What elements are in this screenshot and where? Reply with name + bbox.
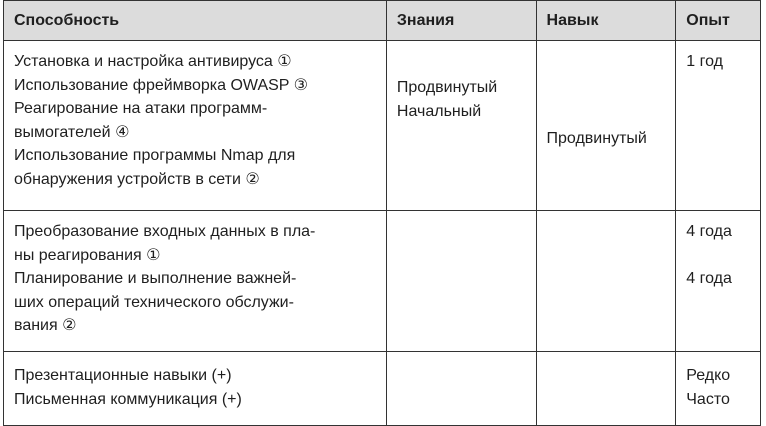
ability-line: обнаружения устройств в сети ② [14, 170, 260, 188]
table-row [4, 41, 761, 211]
knowledge-cell [386, 211, 536, 352]
ability-cell [4, 352, 387, 426]
ability-line: Письменная коммуникация (+) [14, 390, 242, 408]
spacer [686, 244, 750, 268]
ability-line: ны реагирования ① [14, 246, 161, 264]
ability-line: Планирование и выполнение важней- [14, 270, 297, 287]
experience-value: 4 года [686, 270, 732, 287]
header-experience: Опыт [676, 1, 761, 41]
experience-value: Часто [686, 390, 730, 408]
skill-cell [536, 41, 676, 211]
experience-cell [676, 352, 761, 426]
knowledge-cell [386, 41, 536, 211]
experience-value: Редко [686, 367, 731, 384]
knowledge-cell [386, 352, 536, 426]
table-row [4, 352, 761, 426]
skill-cell [536, 211, 676, 352]
header-skill: Навык [536, 1, 676, 41]
ability-line: Преобразование входных данных в пла- [14, 223, 316, 240]
header-knowledge: Знания [386, 1, 536, 41]
table-row [4, 211, 761, 352]
skill-value: Продвинутый [546, 130, 647, 147]
experience-cell [676, 211, 761, 352]
header-row [4, 1, 761, 41]
experience-cell [676, 41, 761, 211]
ability-line: Использование программы Nmap для [14, 147, 296, 164]
knowledge-value: Начальный [396, 102, 482, 120]
ability-line: Установка и настройка антивируса ① [14, 53, 292, 70]
competency-table [3, 0, 761, 426]
ability-line: Реагирование на атаки программ- [14, 100, 268, 117]
experience-value: 1 год [686, 53, 723, 70]
ability-line: вымогателей ④ [14, 123, 130, 141]
header-ability: Способность [4, 1, 387, 41]
ability-cell [4, 41, 387, 211]
experience-value: 4 года [686, 223, 732, 240]
knowledge-value: Продвинутый [396, 79, 498, 96]
ability-line: вания ② [14, 317, 77, 334]
skill-cell [536, 352, 676, 426]
ability-line: Презентационные навыки (+) [14, 367, 232, 384]
ability-cell [4, 211, 387, 352]
ability-line: ших операций технического обслужи- [14, 293, 294, 311]
ability-line: Использование фреймворка OWASP ③ [14, 76, 308, 94]
